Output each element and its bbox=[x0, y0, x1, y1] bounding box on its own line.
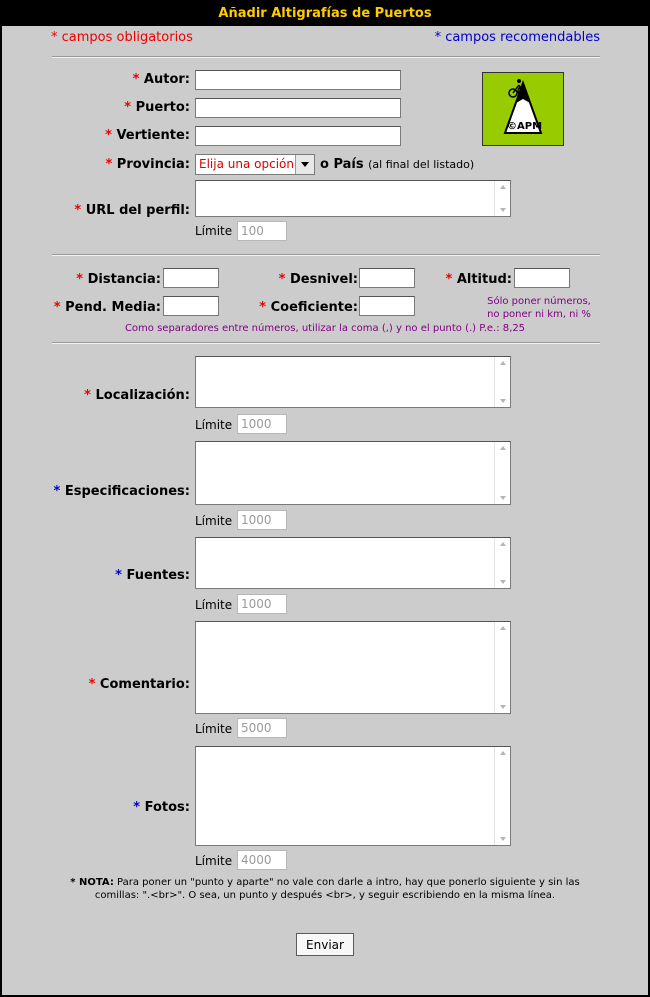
legend-required: * campos obligatorios bbox=[51, 30, 193, 45]
desnivel-label: * Desnivel: bbox=[278, 272, 358, 287]
legend-recommended: * campos recomendables bbox=[434, 30, 600, 45]
altitud-label: * Altitud: bbox=[445, 272, 512, 287]
distancia-input[interactable] bbox=[163, 268, 219, 288]
comentario-limit-counter: 5000 bbox=[237, 718, 287, 738]
comentario-limit-label: Límite bbox=[195, 722, 233, 736]
provincia-label: * Provincia: bbox=[105, 157, 190, 172]
distancia-label: * Distancia: bbox=[76, 272, 161, 287]
form-panel bbox=[2, 26, 648, 995]
pend-media-label: * Pend. Media: bbox=[53, 300, 161, 315]
provincia-select[interactable] bbox=[195, 154, 315, 175]
puerto-input[interactable] bbox=[195, 98, 401, 118]
pais-label: o País (al final del listado) bbox=[320, 157, 475, 172]
url-label: * URL del perfil: bbox=[74, 203, 190, 218]
provincia-select-value: Elija una opción bbox=[199, 157, 294, 171]
fotos-limit-label: Límite bbox=[195, 854, 233, 868]
chevron-down-icon bbox=[295, 155, 314, 174]
localizacion-label: * Localización: bbox=[84, 388, 190, 403]
vertiente-label: * Vertiente: bbox=[105, 128, 190, 143]
window-title: Añadir Altigrafías de Puertos bbox=[218, 6, 432, 21]
url-limit-counter: 100 bbox=[237, 221, 287, 241]
enviar-button[interactable]: Enviar bbox=[296, 933, 354, 956]
comentario-textarea[interactable] bbox=[195, 621, 511, 714]
divider bbox=[52, 342, 600, 344]
especificaciones-limit-counter: 1000 bbox=[237, 510, 287, 530]
divider bbox=[52, 254, 600, 256]
fuentes-textarea[interactable] bbox=[195, 537, 511, 589]
pend-media-input[interactable] bbox=[163, 296, 219, 316]
vertiente-input[interactable] bbox=[195, 126, 401, 146]
url-textarea[interactable] bbox=[195, 180, 511, 217]
desnivel-input[interactable] bbox=[359, 268, 415, 288]
fuentes-limit-label: Límite bbox=[195, 598, 233, 612]
coeficiente-input[interactable] bbox=[359, 296, 415, 316]
comentario-label: * Comentario: bbox=[88, 677, 190, 692]
nota-text: * NOTA: Para poner un "punto y aparte" no vale con darle a intro, hay que ponerlo siguiente y sin las comillas: ".<br>". O sea, un punto y después <br>, y seguir escribiendo en la misma línea. bbox=[70, 877, 580, 901]
localizacion-limit-counter: 1000 bbox=[237, 414, 287, 434]
coeficiente-label: * Coeficiente: bbox=[259, 300, 358, 315]
apm-mountain-logo-icon bbox=[482, 72, 564, 146]
numbers-hint: Sólo poner números, no poner ni km, ni % bbox=[487, 296, 591, 320]
logo-text: ©APM bbox=[507, 121, 543, 132]
divider bbox=[52, 56, 600, 58]
especificaciones-limit-label: Límite bbox=[195, 514, 233, 528]
autor-label: * Autor: bbox=[132, 72, 190, 87]
localizacion-limit-label: Límite bbox=[195, 418, 233, 432]
especificaciones-label: * Especificaciones: bbox=[53, 484, 190, 499]
puerto-label: * Puerto: bbox=[124, 100, 190, 115]
fotos-limit-counter: 4000 bbox=[237, 850, 287, 870]
separators-hint: Como separadores entre números, utilizar la coma (,) y no el punto (.) P.e.: 8,25 bbox=[124, 323, 526, 334]
url-limit-label: Límite bbox=[195, 224, 233, 238]
altitud-input[interactable] bbox=[514, 268, 570, 288]
fuentes-limit-counter: 1000 bbox=[237, 594, 287, 614]
especificaciones-textarea[interactable] bbox=[195, 441, 511, 505]
fotos-textarea[interactable] bbox=[195, 746, 511, 846]
localizacion-textarea[interactable] bbox=[195, 356, 511, 408]
autor-input[interactable] bbox=[195, 70, 401, 90]
fotos-label: * Fotos: bbox=[133, 800, 190, 815]
fuentes-label: * Fuentes: bbox=[115, 568, 190, 583]
